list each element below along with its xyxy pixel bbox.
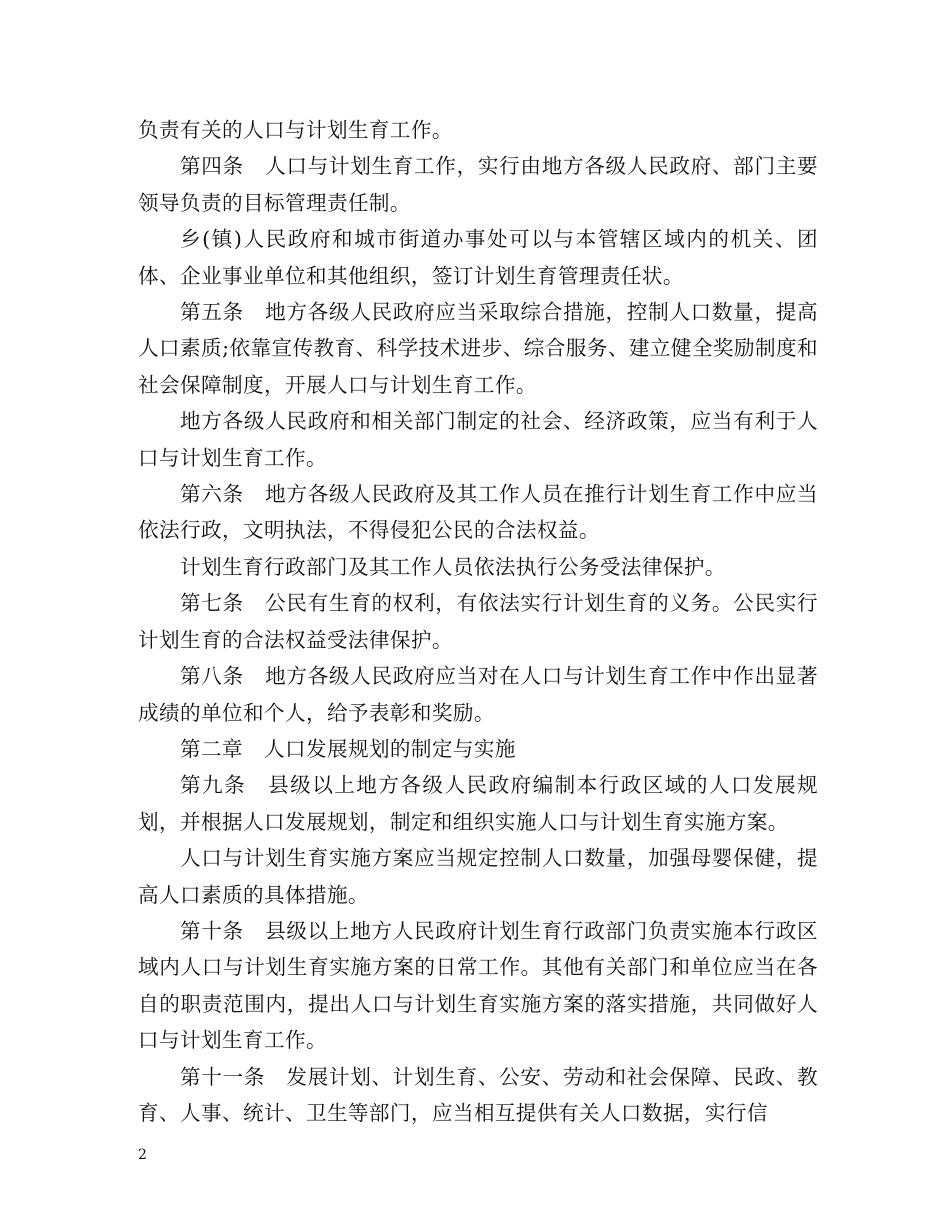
paragraph: 第四条 人口与计划生育工作，实行由地方各级人民政府、部门主要领导负责的目标管理责任制。: [138, 154, 818, 215]
paragraph: 计划生育行政部门及其工作人员依法执行公务受法律保护。: [180, 554, 726, 579]
document-body: [138, 112, 818, 1131]
paragraph: 乡(镇)人民政府和城市街道办事处可以与本管辖区域内的机关、团体、企业事业单位和其他组织，签订计划生育管理责任状。: [138, 227, 818, 288]
paragraph: 第六条 地方各级人民政府及其工作人员在推行计划生育工作中应当依法行政，文明执法，不得侵犯公民的合法权益。: [138, 482, 818, 543]
paragraph: 第五条 地方各级人民政府应当采取综合措施，控制人口数量，提高人口素质;依靠宣传教育、科学技术进步、综合服务、建立健全奖励制度和社会保障制度，开展人口与计划生育工作。: [138, 300, 818, 397]
paragraph: 人口与计划生育实施方案应当规定控制人口数量，加强母婴保健，提高人口素质的具体措施。: [138, 846, 818, 907]
chapter-heading: 第二章 人口发展规划的制定与实施: [180, 736, 516, 761]
paragraph: 第九条 县级以上地方各级人民政府编制本行政区域的人口发展规划，并根据人口发展规划，制定和组织实施人口与计划生育实施方案。: [138, 773, 818, 834]
paragraph: 第十一条 发展计划、计划生育、公安、劳动和社会保障、民政、教育、人事、统计、卫生等部门，应当相互提供有关人口数据，实行信: [138, 1064, 818, 1125]
paragraph: 第八条 地方各级人民政府应当对在人口与计划生育工作中作出显著成绩的单位和个人，给予表彰和奖励。: [138, 664, 818, 725]
paragraph: 第七条 公民有生育的权利，有依法实行计划生育的义务。公民实行计划生育的合法权益受法律保护。: [138, 591, 818, 652]
paragraph: 负责有关的人口与计划生育工作。: [138, 118, 453, 142]
page-number: 2: [138, 1147, 147, 1163]
paragraph: 地方各级人民政府和相关部门制定的社会、经济政策，应当有利于人口与计划生育工作。: [138, 409, 818, 470]
paragraph: 第十条 县级以上地方人民政府计划生育行政部门负责实施本行政区域内人口与计划生育实施方案的日常工作。其他有关部门和单位应当在各自的职责范围内，提出人口与计划生育实施方案的落实措施，共同做好人口与计划生育工作。: [138, 918, 818, 1053]
